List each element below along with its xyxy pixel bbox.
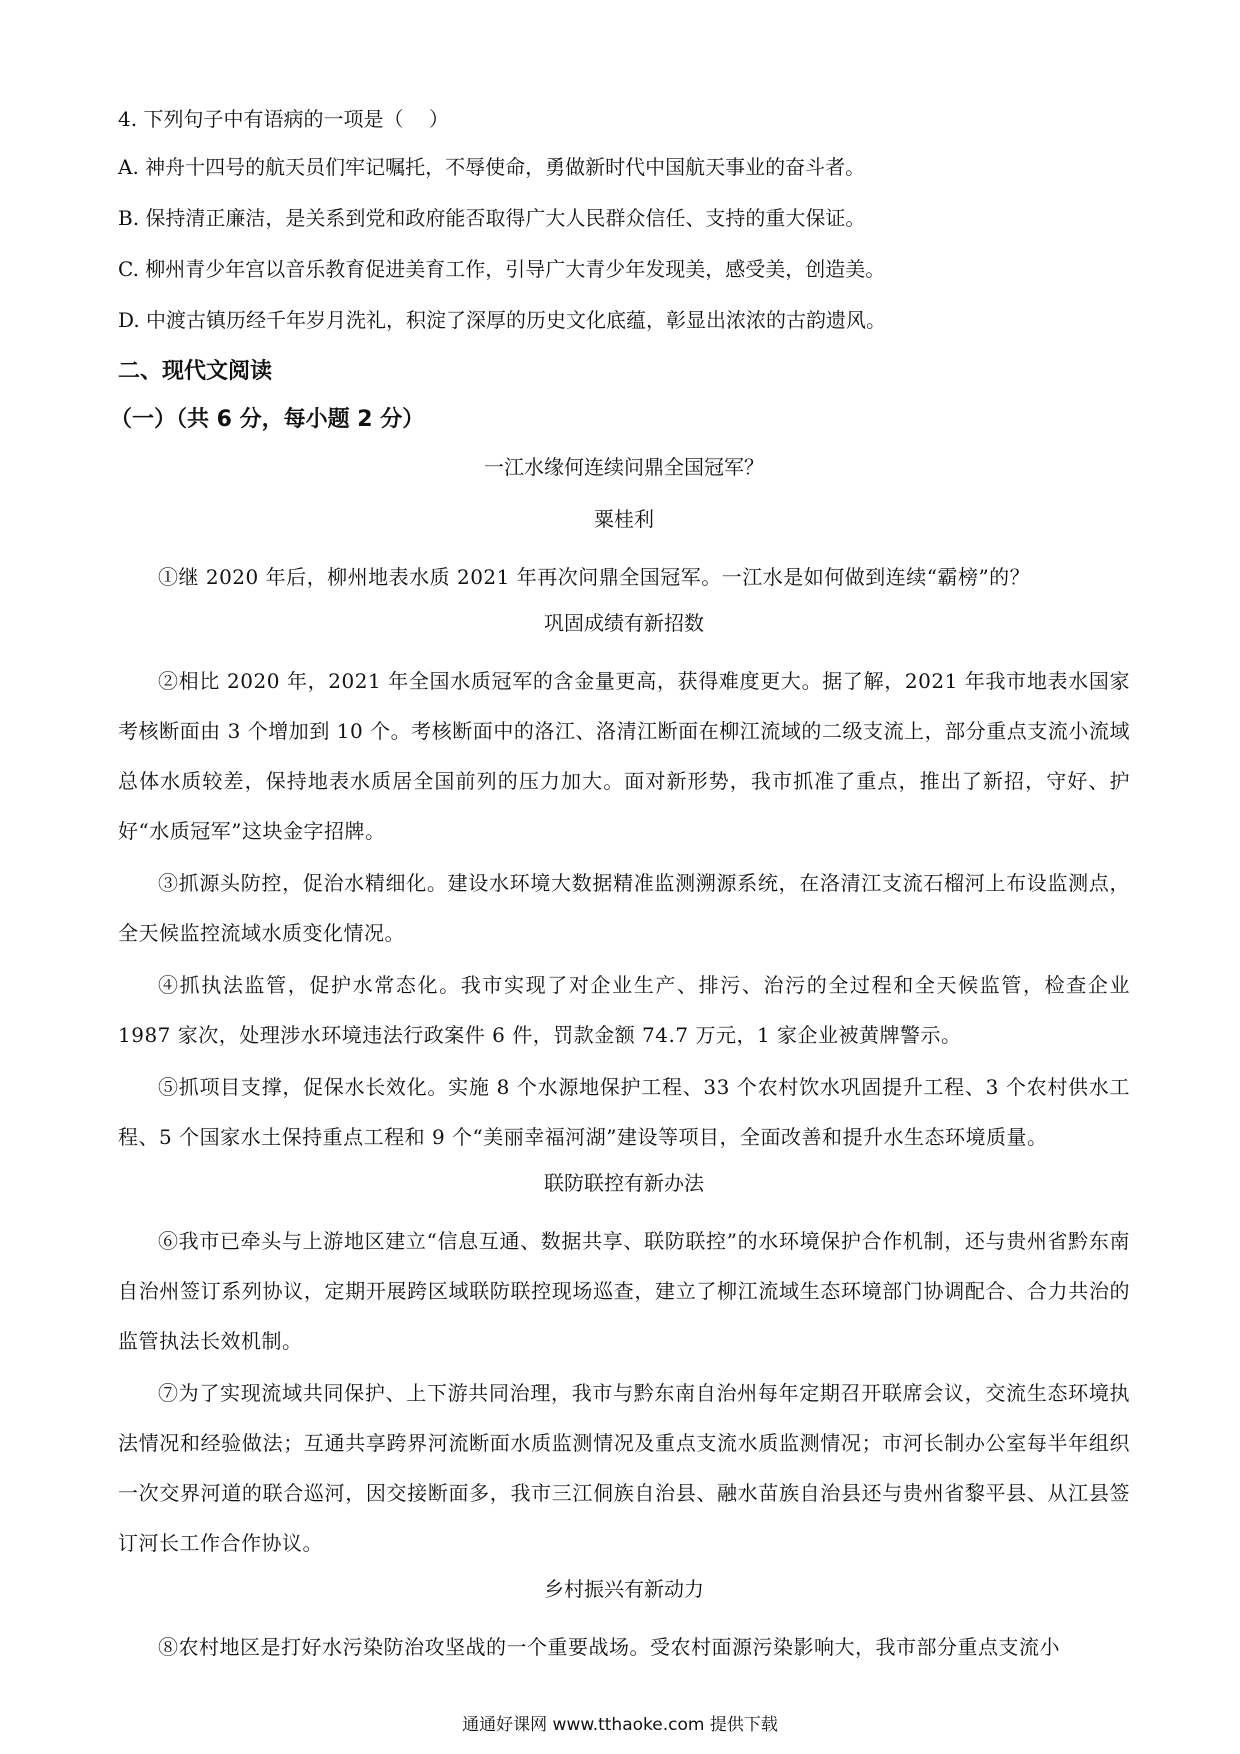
- article-title: 一江水缘何连续问鼎全国冠军？: [484, 455, 764, 479]
- article-subheading-2: 联防联控有新办法: [544, 1171, 704, 1195]
- article-subheading-1: 巩固成绩有新招数: [544, 611, 704, 635]
- section-heading: 二、现代文阅读: [118, 359, 273, 384]
- paragraph-5: ⑤抓项目支撑，促保水长效化。实施 8 个水源地保护工程、33 个农村饮水巩固提升工程、3 个农村供水工程、5 个国家水土保持重点工程和 9 个“美丽幸福河湖”建设等项目，全面改善和提升水生态环境质量。: [118, 1075, 1130, 1149]
- paragraph-2: ②相比 2020 年，2021 年全国水质冠军的含金量更高，获得难度更大。据了解，2021 年我市地表水国家考核断面由 3 个增加到 10 个。考核断面中的洛江、洛清江断面在柳江流域的二级支流上，部分重点支流小流域总体水质较差，保持地表水质居全国前列的压力加大。面对新形势，我市抓准了重点，推出了新招，守好、护好“水质冠军”这块金字招牌。: [118, 669, 1130, 843]
- option-a: A. 神舟十四号的航天员们牢记嘱托，不辱使命，勇做新时代中国航天事业的奋斗者。: [118, 155, 866, 179]
- paragraph-4: ④抓执法监管，促护水常态化。我市实现了对企业生产、排污、治污的全过程和全天候监管，检查企业 1987 家次，处理涉水环境违法行政案件 6 件，罚款金额 74.7 万元，1 家企业被黄牌警示。: [118, 973, 1130, 1047]
- paragraph-7: ⑦为了实现流域共同保护、上下游共同治理，我市与黔东南自治州每年定期召开联席会议，交流生态环境执法情况和经验做法；互通共享跨界河流断面水质监测情况及重点支流水质监测情况；市河长制办公室每半年组织一次交界河道的联合巡河，因交接断面多，我市三江侗族自治县、融水苗族自治县还与贵州省黎平县、从江县签订河长工作合作协议。: [118, 1381, 1130, 1555]
- article-author: 粟桂利: [594, 507, 654, 531]
- page-content: [110, 100, 1130, 1674]
- option-d: D. 中渡古镇历经千年岁月洗礼，积淀了深厚的历史文化底蕴，彰显出浓浓的古韵遗风。: [118, 308, 887, 332]
- subsection-heading: （一）（共 6 分，每小题 2 分）: [110, 407, 425, 432]
- paragraph-1: ①继 2020 年后，柳州地表水质 2021 年再次问鼎全国冠军。一江水是如何做到连续“霸榜”的？: [158, 565, 1031, 589]
- article-subheading-3: 乡村振兴有新动力: [544, 1577, 704, 1601]
- option-c: C. 柳州青少年宫以音乐教育促进美育工作，引导广大青少年发现美，感受美，创造美。: [118, 257, 886, 281]
- paragraph-6: ⑥我市已牵头与上游地区建立“信息互通、数据共享、联防联控”的水环境保护合作机制，还与贵州省黔东南自治州签订系列协议，定期开展跨区域联防联控现场巡查，建立了柳江流域生态环境部门协调配合、合力共治的监管执法长效机制。: [118, 1229, 1130, 1353]
- option-b: B. 保持清正廉洁，是关系到党和政府能否取得广大人民群众信任、支持的重大保证。: [118, 206, 866, 230]
- footer-credit: 通通好课网 www.tthaoke.com 提供下载: [462, 1715, 778, 1735]
- paragraph-8: ⑧农村地区是打好水污染防治攻坚战的一个重要战场。受农村面源污染影响大，我市部分重点支流小: [158, 1635, 1060, 1659]
- question-4-stem: 4. 下列句子中有语病的一项是（ ）: [118, 107, 449, 131]
- paragraph-3: ③抓源头防控，促治水精细化。建设水环境大数据精准监测溯源系统，在洛清江支流石榴河上布设监测点，全天候监控流域水质变化情况。: [118, 871, 1130, 945]
